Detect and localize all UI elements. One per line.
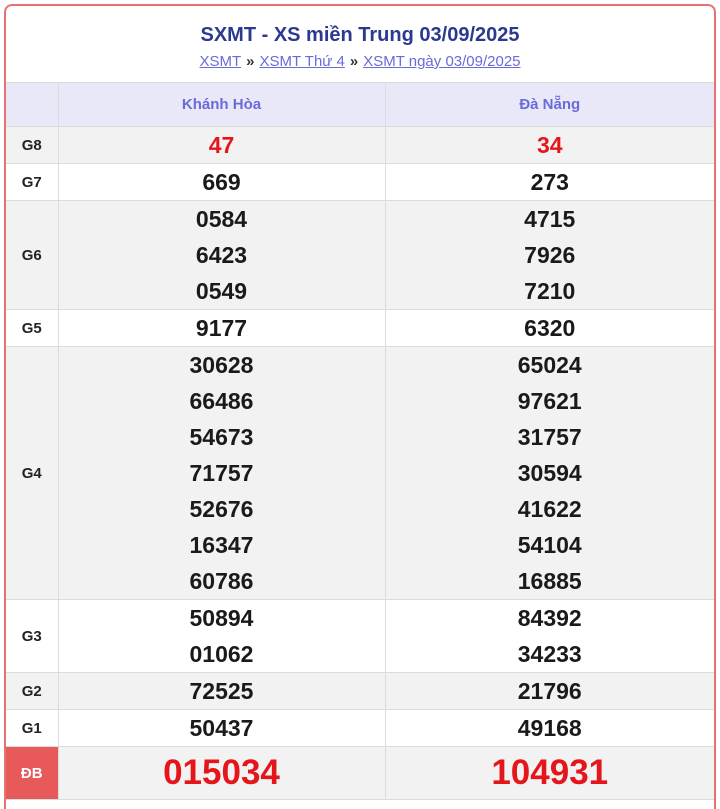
- prize-number: 54673: [189, 424, 254, 450]
- results-panel: [4, 4, 716, 809]
- prize-number: 16347: [189, 532, 254, 558]
- prize-number: 72525: [58, 673, 385, 710]
- prize-number: 7210: [524, 278, 576, 304]
- prize-row-special: [6, 747, 714, 800]
- prize-number: 52676: [189, 496, 254, 522]
- prize-label: G2: [6, 673, 58, 710]
- results-table: [6, 83, 714, 800]
- results-header: [6, 6, 714, 83]
- prize-number: 41622: [517, 496, 582, 522]
- breadcrumb: [6, 53, 714, 71]
- prize-number: 31757: [517, 424, 582, 450]
- prize-number: 50437: [58, 710, 385, 747]
- special-prize-number: 104931: [385, 747, 714, 800]
- prize-number: 34233: [517, 641, 582, 667]
- prize-number: 273: [385, 164, 714, 201]
- prize-number: 47: [58, 127, 385, 164]
- prize-label: G8: [6, 127, 58, 164]
- prize-label: G3: [6, 600, 58, 673]
- breadcrumb-separator: »: [349, 53, 359, 70]
- prize-number: 34: [385, 127, 714, 164]
- prize-numbers-cell: [385, 201, 714, 310]
- prize-number: 97621: [517, 388, 582, 414]
- prize-number: 30628: [189, 352, 254, 378]
- breadcrumb-xsmt-thu4-link[interactable]: XSMT Thứ 4: [259, 53, 345, 70]
- prize-row-g1: [6, 710, 714, 747]
- special-prize-label: ĐB: [6, 747, 58, 800]
- prize-row-g7: [6, 164, 714, 201]
- corner-cell: [6, 83, 58, 127]
- breadcrumb-xsmt-date-link[interactable]: XSMT ngày 03/09/2025: [363, 53, 521, 70]
- page-title: SXMT - XS miền Trung 03/09/2025: [200, 24, 520, 46]
- prize-label: G6: [6, 201, 58, 310]
- prize-number: 0549: [195, 278, 248, 304]
- breadcrumb-separator: »: [246, 53, 255, 70]
- prize-number: 49168: [385, 710, 714, 747]
- prize-number: 60786: [189, 568, 254, 594]
- prize-row-g3: [6, 600, 714, 673]
- prize-label: G7: [6, 164, 58, 201]
- prize-number: 4715: [524, 206, 576, 232]
- prize-number: 84392: [517, 605, 582, 631]
- prize-number: 6423: [195, 242, 248, 268]
- prize-label: G1: [6, 710, 58, 747]
- prize-row-g6: [6, 201, 714, 310]
- prize-number: 9177: [58, 310, 385, 347]
- prize-number: 7926: [524, 242, 576, 268]
- breadcrumb-xsmt-link[interactable]: XSMT: [199, 53, 242, 70]
- prize-numbers-cell: [58, 201, 385, 310]
- prize-number: 01062: [189, 641, 254, 667]
- province-header-row: [6, 83, 714, 127]
- province-da-nang-header[interactable]: Đà Nẵng: [385, 83, 714, 127]
- prize-number: 16885: [517, 568, 582, 594]
- prize-row-g8: [6, 127, 714, 164]
- prize-number: 6320: [385, 310, 714, 347]
- prize-number: 50894: [189, 605, 254, 631]
- prize-numbers-cell: [58, 600, 385, 673]
- prize-numbers-cell: [385, 347, 714, 600]
- prize-label: G5: [6, 310, 58, 347]
- province-khanh-hoa-header[interactable]: Khánh Hòa: [58, 83, 385, 127]
- prize-number: 65024: [517, 352, 582, 378]
- prize-row-g5: [6, 310, 714, 347]
- prize-row-g2: [6, 673, 714, 710]
- prize-numbers-cell: [58, 347, 385, 600]
- prize-number: 71757: [189, 460, 254, 486]
- prize-number: 54104: [517, 532, 582, 558]
- prize-number: 0584: [195, 206, 248, 232]
- prize-numbers-cell: [385, 600, 714, 673]
- prize-number: 21796: [385, 673, 714, 710]
- special-prize-number: 015034: [58, 747, 385, 800]
- prize-number: 30594: [517, 460, 582, 486]
- prize-row-g4: [6, 347, 714, 600]
- prize-number: 66486: [189, 388, 254, 414]
- prize-label: G4: [6, 347, 58, 600]
- prize-number: 669: [58, 164, 385, 201]
